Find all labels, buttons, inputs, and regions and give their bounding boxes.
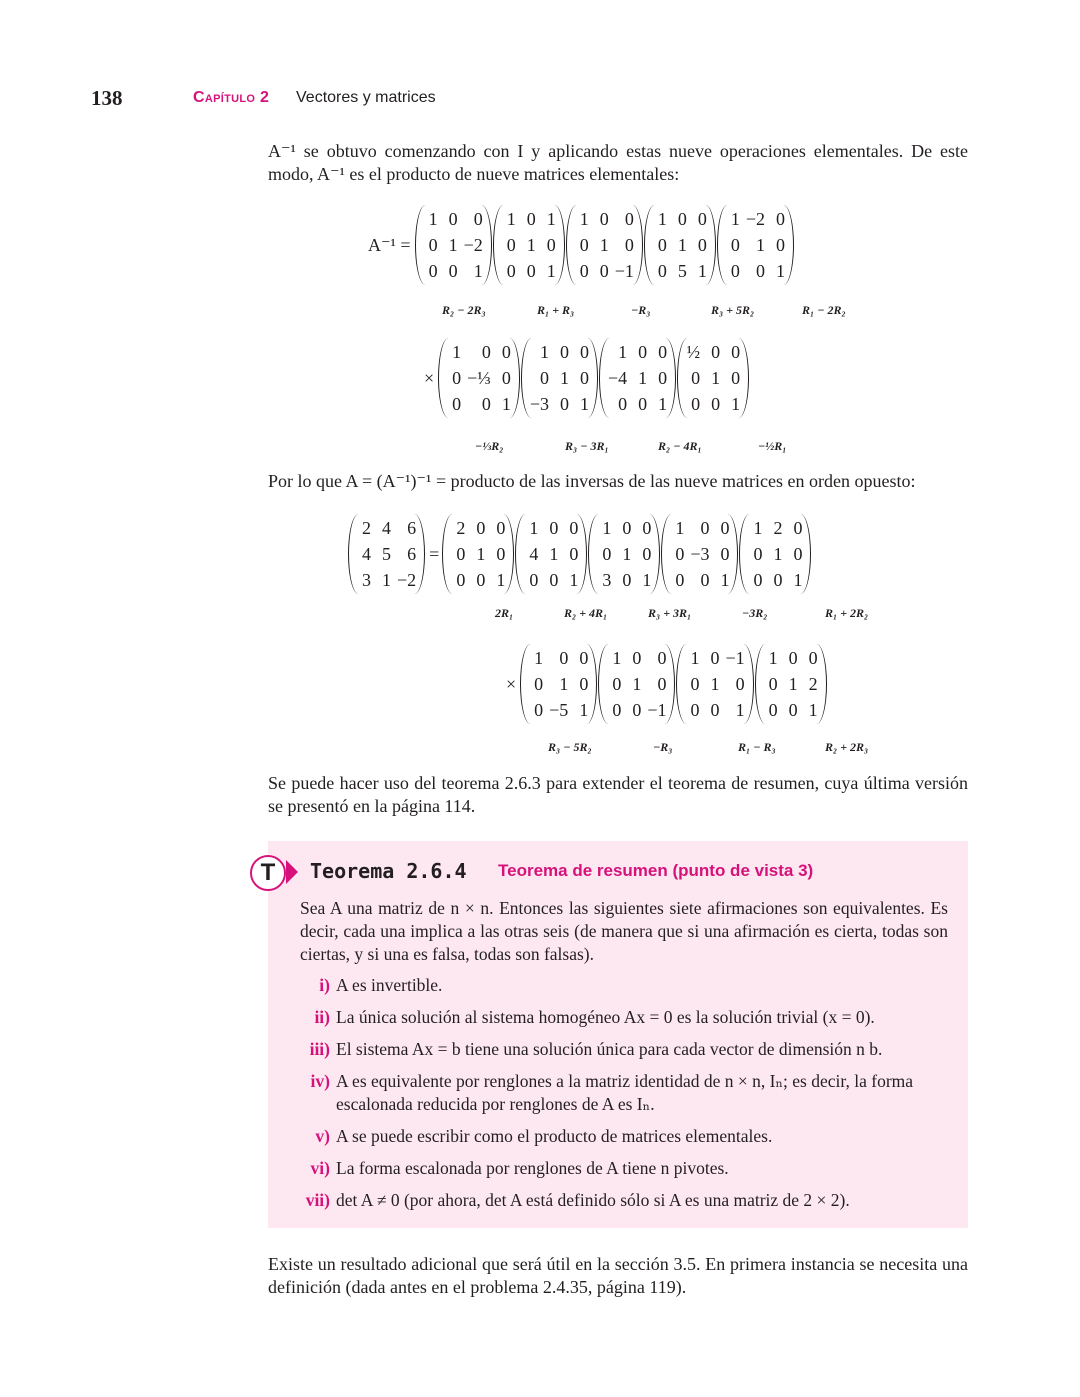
matrix-entry: 3 (602, 570, 612, 590)
matrix-entry: −3 (529, 394, 549, 414)
matrix-entry: 1 (720, 570, 730, 590)
matrix-entry: 0 (618, 394, 628, 414)
matrix-entry: 1 (452, 342, 462, 362)
matrix-entry: 0 (569, 518, 579, 538)
matrix-entry: 0 (534, 674, 544, 694)
extend-paragraph: Se puede hacer uso del teorema 2.6.3 para extender el teorema de resumen, cuya última versión se presentó en la página 114. (268, 773, 968, 816)
operation-caption: −R₃ (653, 740, 673, 754)
matrix-entry: 0 (473, 209, 483, 229)
inverse-product-row2 (424, 338, 750, 418)
matrix-entry: 0 (579, 674, 589, 694)
matrix-entry: 0 (675, 570, 685, 590)
matrix-entry: 1 (657, 209, 667, 229)
matrix-entry: 1 (579, 209, 589, 229)
operation-caption: R₂ + 2R₃ (825, 740, 869, 754)
matrix-entry: 1 (448, 235, 458, 255)
matrix (717, 205, 794, 285)
matrix (493, 205, 565, 285)
matrix-entry: 0 (476, 518, 486, 538)
matrix-entry: 0 (549, 518, 559, 538)
matrix-entry: 0 (730, 235, 740, 255)
matrix-entry: 1 (793, 570, 803, 590)
matrix-entry: 0 (501, 368, 511, 388)
matrix-entry: 1 (506, 209, 516, 229)
matrix-entry: 0 (526, 209, 536, 229)
operation-caption: R₁ + 2R₂ (825, 606, 869, 620)
matrix-entry: 0 (753, 570, 763, 590)
matrix-entry: 0 (602, 544, 612, 564)
matrix-entry: 0 (452, 368, 462, 388)
matrix-entry: 0 (730, 261, 740, 281)
matrix (438, 338, 520, 418)
matrix-entry: 0 (529, 570, 539, 590)
matrix-entry: 0 (506, 235, 516, 255)
matrix-entry: 0 (622, 570, 632, 590)
matrix-entry: 1 (711, 368, 721, 388)
matrix-entry: 1 (496, 570, 506, 590)
matrix-entry: 0 (559, 648, 569, 668)
theorem-item (300, 1157, 950, 1180)
matrix-entry: −5 (549, 700, 569, 720)
operation-caption: R₃ + 5R₂ (711, 303, 755, 317)
matrix-entry: 0 (788, 700, 798, 720)
matrix-entry: 0 (720, 544, 730, 564)
item-text: La única solución al sistema homogéneo Ax = 0 es la solución trivial (x = 0). (336, 1007, 875, 1027)
matrix-entry: 0 (657, 674, 667, 694)
matrix-entry: 0 (638, 394, 648, 414)
operation-caption: R₁ − R₃ (738, 740, 776, 754)
matrix-entry: 0 (579, 261, 589, 281)
matrix-entry: 1 (476, 544, 486, 564)
matrix-entry: 1 (546, 209, 556, 229)
matrix-entry: 1 (731, 394, 741, 414)
matrix-entry: 0 (690, 700, 700, 720)
item-number: i) (319, 975, 330, 995)
matrix-entry: 1 (677, 235, 687, 255)
operation-caption: R₁ + R₃ (537, 303, 575, 317)
item-text: A se puede escribir como el producto de matrices elementales. (336, 1126, 773, 1146)
operation-caption: −½R₁ (758, 439, 787, 453)
matrix-entry: 0 (481, 394, 491, 414)
matrix-entry: 3 (362, 570, 371, 590)
matrix-entry: 1 (559, 674, 569, 694)
theorem-item (300, 1006, 950, 1029)
matrix-entry: 1 (768, 648, 778, 668)
item-number: v) (315, 1126, 330, 1146)
matrix-entry: 0 (622, 518, 632, 538)
matrix-entry: 0 (496, 544, 506, 564)
matrix-entry: 2 (362, 518, 371, 538)
item-text: A es invertible. (336, 975, 443, 995)
matrix (644, 205, 716, 285)
matrix-entry: 0 (612, 674, 622, 694)
matrix-entry: −3 (690, 544, 710, 564)
matrix-entry: 1 (501, 394, 511, 414)
operation-caption: −R₃ (631, 303, 651, 317)
matrix (598, 644, 675, 724)
matrix-entry: 1 (642, 570, 652, 590)
theorem-item (300, 974, 950, 997)
inverse-product-row1 (368, 205, 795, 285)
matrix-entry: 1 (602, 518, 612, 538)
item-text: det A ≠ 0 (por ahora, det A está definido sólo si A es una matriz de 2 × 2). (336, 1190, 850, 1210)
theorem-item (300, 1189, 950, 1212)
equals-sign: = (429, 543, 440, 564)
matrix-entry: 0 (579, 342, 589, 362)
matrix-entry: 0 (448, 261, 458, 281)
matrix-entry: 1 (622, 544, 632, 564)
matrix-entry: −4 (607, 368, 628, 388)
page-number: 138 (91, 86, 123, 110)
item-number: ii) (314, 1007, 330, 1027)
matrix-entry: 0 (691, 394, 701, 414)
matrix-entry: 1 (753, 518, 763, 538)
matrix-entry: 0 (776, 209, 786, 229)
matrix-entry: 0 (793, 518, 803, 538)
item-number: iii) (309, 1039, 330, 1059)
matrix-entry: 0 (710, 648, 720, 668)
matrix-entry: 0 (700, 570, 710, 590)
matrix-entry: 0 (658, 342, 668, 362)
matrix-entry: 0 (793, 544, 803, 564)
matrix (515, 514, 587, 594)
closing-paragraph: Existe un resultado adicional que será útil en la sección 3.5. En primera instancia se necesita una definición (dada antes en el problema 2.4.35, página 119). (268, 1254, 968, 1297)
matrix-entry: 4 (382, 518, 391, 538)
matrix-entry: 1 (529, 518, 539, 538)
matrix-entry: 1 (526, 235, 536, 255)
matrix-entry: 0 (756, 261, 766, 281)
matrix-entry: 0 (496, 518, 506, 538)
operation-caption: −3R₂ (742, 606, 768, 620)
matrix-entry: 0 (658, 368, 668, 388)
matrix-entry: 1 (559, 368, 569, 388)
matrix-entry: 0 (731, 368, 741, 388)
matrix (599, 338, 676, 418)
times-sign: × (506, 673, 517, 694)
matrix-entry: 2 (808, 674, 818, 694)
operation-caption: R₁ − 2R₂ (802, 303, 846, 317)
matrix-entry: 0 (599, 261, 609, 281)
matrix-entry: 0 (697, 209, 707, 229)
item-text: A es equivalente por renglones a la matriz identidad de n × n, Iₙ; es decir, la forma escalonada reducida por renglones de A es Iₙ. (336, 1071, 914, 1114)
intro-paragraph: A⁻¹ se obtuvo comenzando con I y aplicando estas nueve operaciones elementales. De este modo, A⁻¹ es el producto de nueve matrices elementales: (268, 141, 968, 184)
operation-caption: −⅓R₂ (475, 439, 504, 453)
matrix-entry: 0 (448, 209, 458, 229)
matrix-entry: 0 (579, 235, 589, 255)
theorem-label: Teorema 2.6.4 (310, 859, 467, 883)
a-product-row2 (506, 644, 828, 724)
matrix-entry: 0 (642, 544, 652, 564)
matrix-entry: 0 (776, 235, 786, 255)
matrix-entry: −2 (397, 570, 417, 590)
matrix-entry: 1 (735, 700, 745, 720)
matrix-entry: −⅓ (467, 368, 491, 388)
matrix-entry: 1 (776, 261, 786, 281)
theorem-item (300, 1070, 950, 1116)
matrix-entry: 4 (529, 544, 539, 564)
matrix-entry: 0 (456, 570, 466, 590)
matrix-entry: 1 (697, 261, 707, 281)
operation-caption: R₂ − 2R₃ (442, 303, 486, 317)
matrix-entry: 0 (539, 368, 549, 388)
matrix-entry: 0 (657, 261, 667, 281)
matrix (588, 514, 660, 594)
matrix-entry: 0 (559, 394, 569, 414)
operation-caption: R₂ − 4R₁ (658, 439, 702, 453)
matrix-entry: 0 (753, 544, 763, 564)
item-text: El sistema Ax = b tiene una solución única para cada vector de dimensión n b. (336, 1039, 883, 1059)
matrix-entry: 0 (711, 342, 721, 362)
theorem-intro: Sea A una matriz de n × n. Entonces las siguientes siete afirmaciones son equivalentes. Es decir, cada una implica a las otras seis (de manera que si una afirmación es cierta, todas son ciertas, y si una es falsa, todas son falsas). (300, 898, 948, 964)
theorem-arrow-icon (286, 860, 298, 884)
matrix-entry: 0 (642, 518, 652, 538)
matrix-entry: 0 (506, 261, 516, 281)
matrix-entry: 0 (599, 209, 609, 229)
matrix-entry: 0 (710, 700, 720, 720)
matrix-entry: 0 (720, 518, 730, 538)
matrix (677, 338, 749, 418)
matrix-entry: 0 (808, 648, 818, 668)
matrix-entry: 1 (539, 342, 549, 362)
matrix-entry: 1 (546, 261, 556, 281)
matrix-entry: 4 (362, 544, 371, 564)
matrix-entry: 1 (638, 368, 648, 388)
operation-caption: R₂ + 4R₁ (564, 606, 608, 620)
chapter-title: Vectores y matrices (296, 89, 436, 106)
matrix-entry: 1 (428, 209, 438, 229)
matrix (661, 514, 738, 594)
matrix-entry: 0 (700, 518, 710, 538)
matrix-entry: 0 (579, 648, 589, 668)
matrix-entry: 0 (612, 700, 622, 720)
matrix-entry: 1 (473, 261, 483, 281)
matrix-entry: 0 (428, 261, 438, 281)
operation-caption: R₃ + 3R₁ (648, 606, 692, 620)
inverse-lhs: A⁻¹ = (368, 234, 411, 255)
second-statement: Por lo que A = (A⁻¹)⁻¹ = producto de las inversas de las nueve matrices en orden opuesto: (268, 471, 916, 491)
matrix-entry: 0 (788, 648, 798, 668)
theorem-item (300, 1125, 950, 1148)
matrix-entry: 0 (691, 368, 701, 388)
matrix (442, 514, 514, 594)
times-sign: × (424, 367, 435, 388)
a-product-row1 (348, 514, 812, 594)
matrix-entry: −1 (725, 648, 745, 668)
matrix-entry: 0 (452, 394, 462, 414)
matrix-a (348, 514, 425, 594)
matrix-entry: −1 (614, 261, 634, 281)
matrix-entry: 0 (569, 544, 579, 564)
matrix-entry: 0 (697, 235, 707, 255)
matrix-entry: 0 (768, 674, 778, 694)
matrix-entry: 0 (481, 342, 491, 362)
matrix-entry: 2 (773, 518, 783, 538)
matrix-entry: 2 (456, 518, 466, 538)
matrix-entry: 0 (546, 235, 556, 255)
matrix-entry: −2 (463, 235, 483, 255)
matrix (566, 205, 643, 285)
item-text: La forma escalonada por renglones de A tiene n pivotes. (336, 1158, 729, 1178)
matrix-entry: 0 (632, 700, 642, 720)
matrix-entry: 1 (773, 544, 783, 564)
matrix-entry: 1 (599, 235, 609, 255)
matrix (415, 205, 492, 285)
matrix-entry: ½ (686, 342, 701, 362)
matrix-entry: 0 (476, 570, 486, 590)
matrix-entry: 1 (632, 674, 642, 694)
operation-caption: R₃ − 5R₂ (548, 740, 592, 754)
matrix-entry: 0 (731, 342, 741, 362)
matrix-entry: −2 (745, 209, 766, 229)
matrix (520, 644, 597, 724)
matrix-entry: 0 (675, 544, 685, 564)
matrix-entry: 0 (632, 648, 642, 668)
matrix-entry: 0 (711, 394, 721, 414)
matrix-entry: 0 (559, 342, 569, 362)
matrix-entry: 1 (675, 518, 685, 538)
matrix-entry: 5 (382, 544, 391, 564)
matrix-entry: 1 (658, 394, 668, 414)
matrix-entry: 5 (677, 261, 687, 281)
matrix-entry: 1 (808, 700, 818, 720)
matrix-entry: 1 (756, 235, 766, 255)
matrix-entry: 0 (773, 570, 783, 590)
operation-caption: 2R₁ (495, 606, 514, 620)
item-number: vi) (310, 1158, 330, 1178)
matrix-entry: 0 (526, 261, 536, 281)
matrix (755, 644, 827, 724)
matrix-entry: 0 (677, 209, 687, 229)
matrix-entry: 1 (569, 570, 579, 590)
matrix-entry: 1 (579, 394, 589, 414)
matrix-entry: 0 (624, 209, 634, 229)
matrix-entry: 0 (768, 700, 778, 720)
matrix-entry: 1 (549, 544, 559, 564)
matrix-entry: 1 (690, 648, 700, 668)
matrix-entry: 1 (618, 342, 628, 362)
matrix-entry: 0 (534, 700, 544, 720)
matrix-entry: 1 (579, 700, 589, 720)
matrix-entry: 0 (735, 674, 745, 694)
matrix-entry: 0 (657, 235, 667, 255)
operation-caption: R₃ − 3R₁ (565, 439, 609, 453)
matrix-entry: 1 (382, 570, 391, 590)
matrix-entry: 0 (624, 235, 634, 255)
theorem-badge-icon: T (250, 855, 286, 891)
matrix (739, 514, 811, 594)
theorem-item (300, 1038, 950, 1061)
matrix-entry: 1 (788, 674, 798, 694)
matrix (521, 338, 598, 418)
matrix-entry: 1 (710, 674, 720, 694)
matrix-entry: 1 (612, 648, 622, 668)
matrix-entry: 1 (730, 209, 740, 229)
matrix-entry: 6 (407, 544, 417, 564)
matrix-entry: 0 (456, 544, 466, 564)
matrix-entry: 0 (501, 342, 511, 362)
matrix-entry: 0 (690, 674, 700, 694)
theorem-name: Teorema de resumen (punto de vista 3) (498, 861, 814, 880)
matrix-entry: 0 (657, 648, 667, 668)
item-number: iv) (310, 1071, 330, 1091)
matrix-entry: 1 (534, 648, 544, 668)
matrix (676, 644, 753, 724)
matrix-entry: 0 (428, 235, 438, 255)
chapter-label: Capítulo 2 (193, 89, 270, 106)
matrix-entry: 0 (638, 342, 648, 362)
item-number: vii) (305, 1190, 330, 1210)
matrix-entry: 6 (407, 518, 417, 538)
matrix-entry: 0 (549, 570, 559, 590)
matrix-entry: 0 (579, 368, 589, 388)
matrix-entry: −1 (647, 700, 667, 720)
